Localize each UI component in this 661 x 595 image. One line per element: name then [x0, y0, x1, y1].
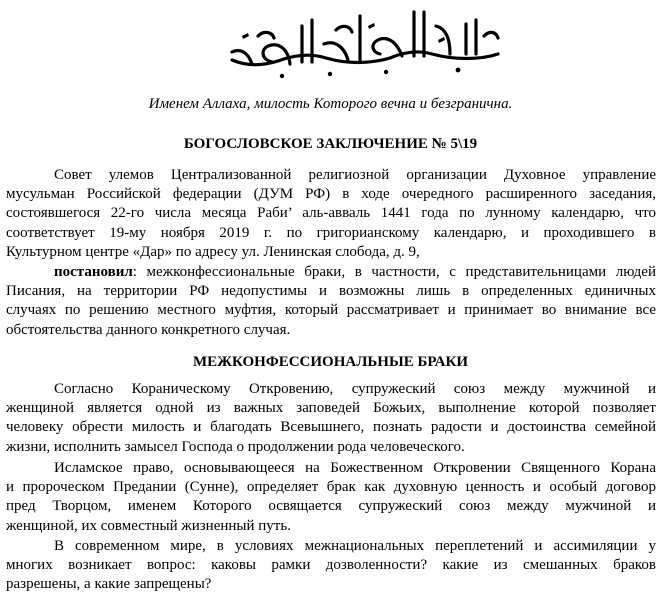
- resolution-first-line: : межконфессиональные браки, в частности, с представительницами людей: [132, 264, 656, 280]
- resolution-paragraph: [6, 263, 656, 340]
- text-line: Исламское право, основывающееся на Божественном Откровении Священного Корана: [54, 460, 656, 476]
- text-line: Совет улемов Централизованной религиозной организации Духовное управление: [54, 167, 656, 183]
- text-line: случаях по решению местного муфтия, который рассматривает и принимает во внимание все: [6, 302, 656, 319]
- text-line: соответствует 19-му ноября 2019 г. по григорианскому календарю, и проходившего в: [6, 224, 656, 241]
- text-line: состоявшегося 22-го числа месяца Раби’ аль-авваль 1441 года по лунному календарю, что: [6, 205, 656, 222]
- invocation-line: Именем Аллаха, милость Которого вечна и безгранична.: [148, 96, 513, 112]
- text-line: человеку обрести милость и благодать Всевышнего, познать радости и достоинства семейной: [6, 419, 656, 436]
- council-intro-paragraph: [6, 166, 656, 262]
- text-line: женщиной является одной из важных заповедей Божьих, выполнение которой позволяет: [6, 400, 656, 417]
- conclusion-title: БОГОСЛОВСКОЕ ЗАКЛЮЧЕНИЕ № 5\19: [183, 136, 478, 152]
- section-heading-interfaith-marriages: МЕЖКОНФЕССИОНАЛЬНЫЕ БРАКИ: [192, 354, 468, 370]
- text-line: и пророческом Предании (Сунне), определяет брак как духовную ценность и особый договор: [6, 479, 656, 496]
- text-line: разрешены, а какие запрещены?: [6, 576, 212, 593]
- text-line: мусульман Российской федерации (ДУМ РФ) в ходе очередного расширенного заседания,: [6, 186, 656, 203]
- text-line: Культурном центре «Дар» по адресу ул. Ленинская слобода, д. 9,: [6, 243, 420, 260]
- text-line: В современном мире, в условиях межнациональных переплетений и ассимиляции у: [54, 538, 656, 554]
- text-line: жизни, исполнить замысел Господа о продолжении рода человеческого.: [6, 438, 465, 455]
- text-line: многих возникает вопрос: каковы рамки дозволенности? какие из смешанных браков: [6, 557, 656, 574]
- text-line: Согласно Кораническому Откровению, супружеский союз между мужчиной и: [54, 381, 656, 397]
- islamic-law-paragraph: [6, 459, 656, 536]
- resolution-keyword: постановил: [54, 264, 133, 280]
- text-line: Писания, на территории РФ недопустимы и возможны лишь в определенных единичных: [6, 283, 656, 300]
- quran-paragraph: [6, 380, 656, 457]
- text-line: обстоятельства данного конкретного случая.: [6, 321, 291, 338]
- text-line: пред Творцом, именем Которого освящается супружеский союз между мужчиной и: [6, 498, 656, 515]
- modern-world-paragraph: [6, 537, 656, 595]
- text-line: женщиной, их совместный жизненный путь.: [6, 517, 291, 534]
- basmala-calligraphy-icon: [218, 6, 508, 80]
- text-line: [6, 263, 656, 282]
